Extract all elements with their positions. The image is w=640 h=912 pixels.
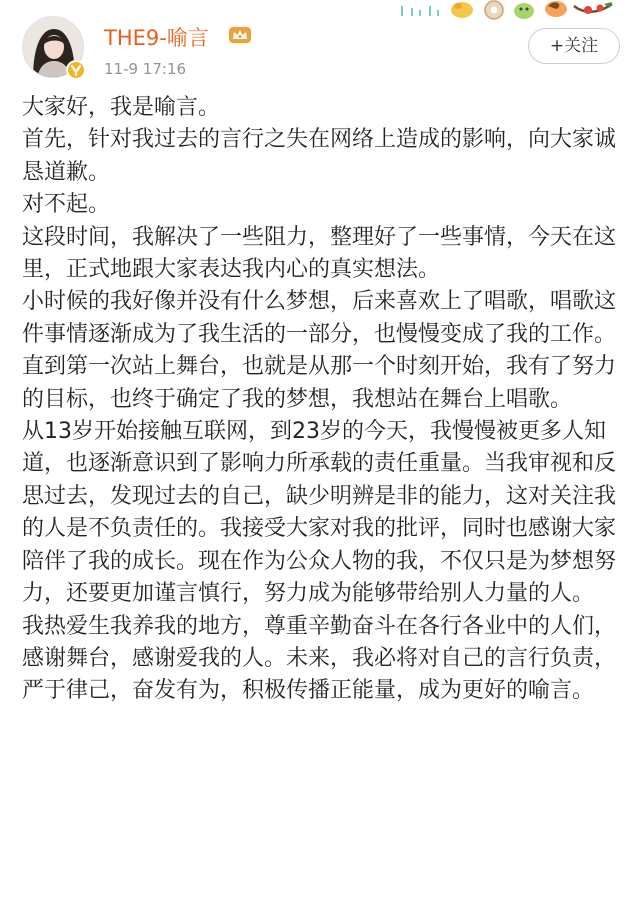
avatar[interactable] — [22, 16, 84, 78]
post-paragraph: 小时候的我好像并没有什么梦想，后来喜欢上了唱歌，唱歌这件事情逐渐成为了我生活的一部分，也慢慢变成了我的工作。直到第一次站上舞台，也就是从那一个时刻开始，我有了努力的目标，也终于确定了我的梦想，我想站在舞台上唱歌。 — [22, 289, 617, 412]
post-paragraph: 大家好，我是喻言。 — [22, 95, 221, 120]
crown-badge-icon — [228, 25, 252, 45]
post-header — [0, 0, 640, 92]
post-paragraph: 这段时间，我解决了一些阻力，整理好了一些事情，今天在这里，正式地跟大家表达我内心的真实想法。 — [22, 224, 617, 283]
post-body — [22, 92, 622, 708]
post-timestamp: 11-9 17:16 — [104, 60, 187, 78]
username[interactable]: THE9-喻言 — [104, 26, 209, 50]
post-paragraph: 首先，针对我过去的言行之失在网络上造成的影响，向大家诚恳道歉。 — [22, 127, 617, 185]
post-paragraph: 从13岁开始接触互联网，到23岁的今天，我慢慢被更多人知道，也逐渐意识到了影响力所承载的责任重量。当我审视和反思过去，发现过去的自己，缺少明辨是非的能力，这对关注我的人是不负责任的。我接受大家对我的批评，同时也感谢大家陪伴了我的成长。现在作为公众人物的我，不仅只是为梦想努力，还要更加谨言慎行，努力成为能够带给别人力量的人。 — [22, 419, 617, 607]
verified-badge-icon — [66, 60, 86, 80]
post-paragraph: 对不起。 — [22, 192, 111, 218]
follow-button[interactable]: +关注 — [528, 28, 620, 64]
post-paragraph: 我热爱生我养我的地方，尊重辛勤奋斗在各行各业中的人们，感谢舞台，感谢爱我的人。未来，我必将对自己的言行负责，严于律己，奋发有为，积极传播正能量，成为更好的喻言。 — [22, 613, 617, 704]
festive-decoration — [398, 0, 640, 22]
